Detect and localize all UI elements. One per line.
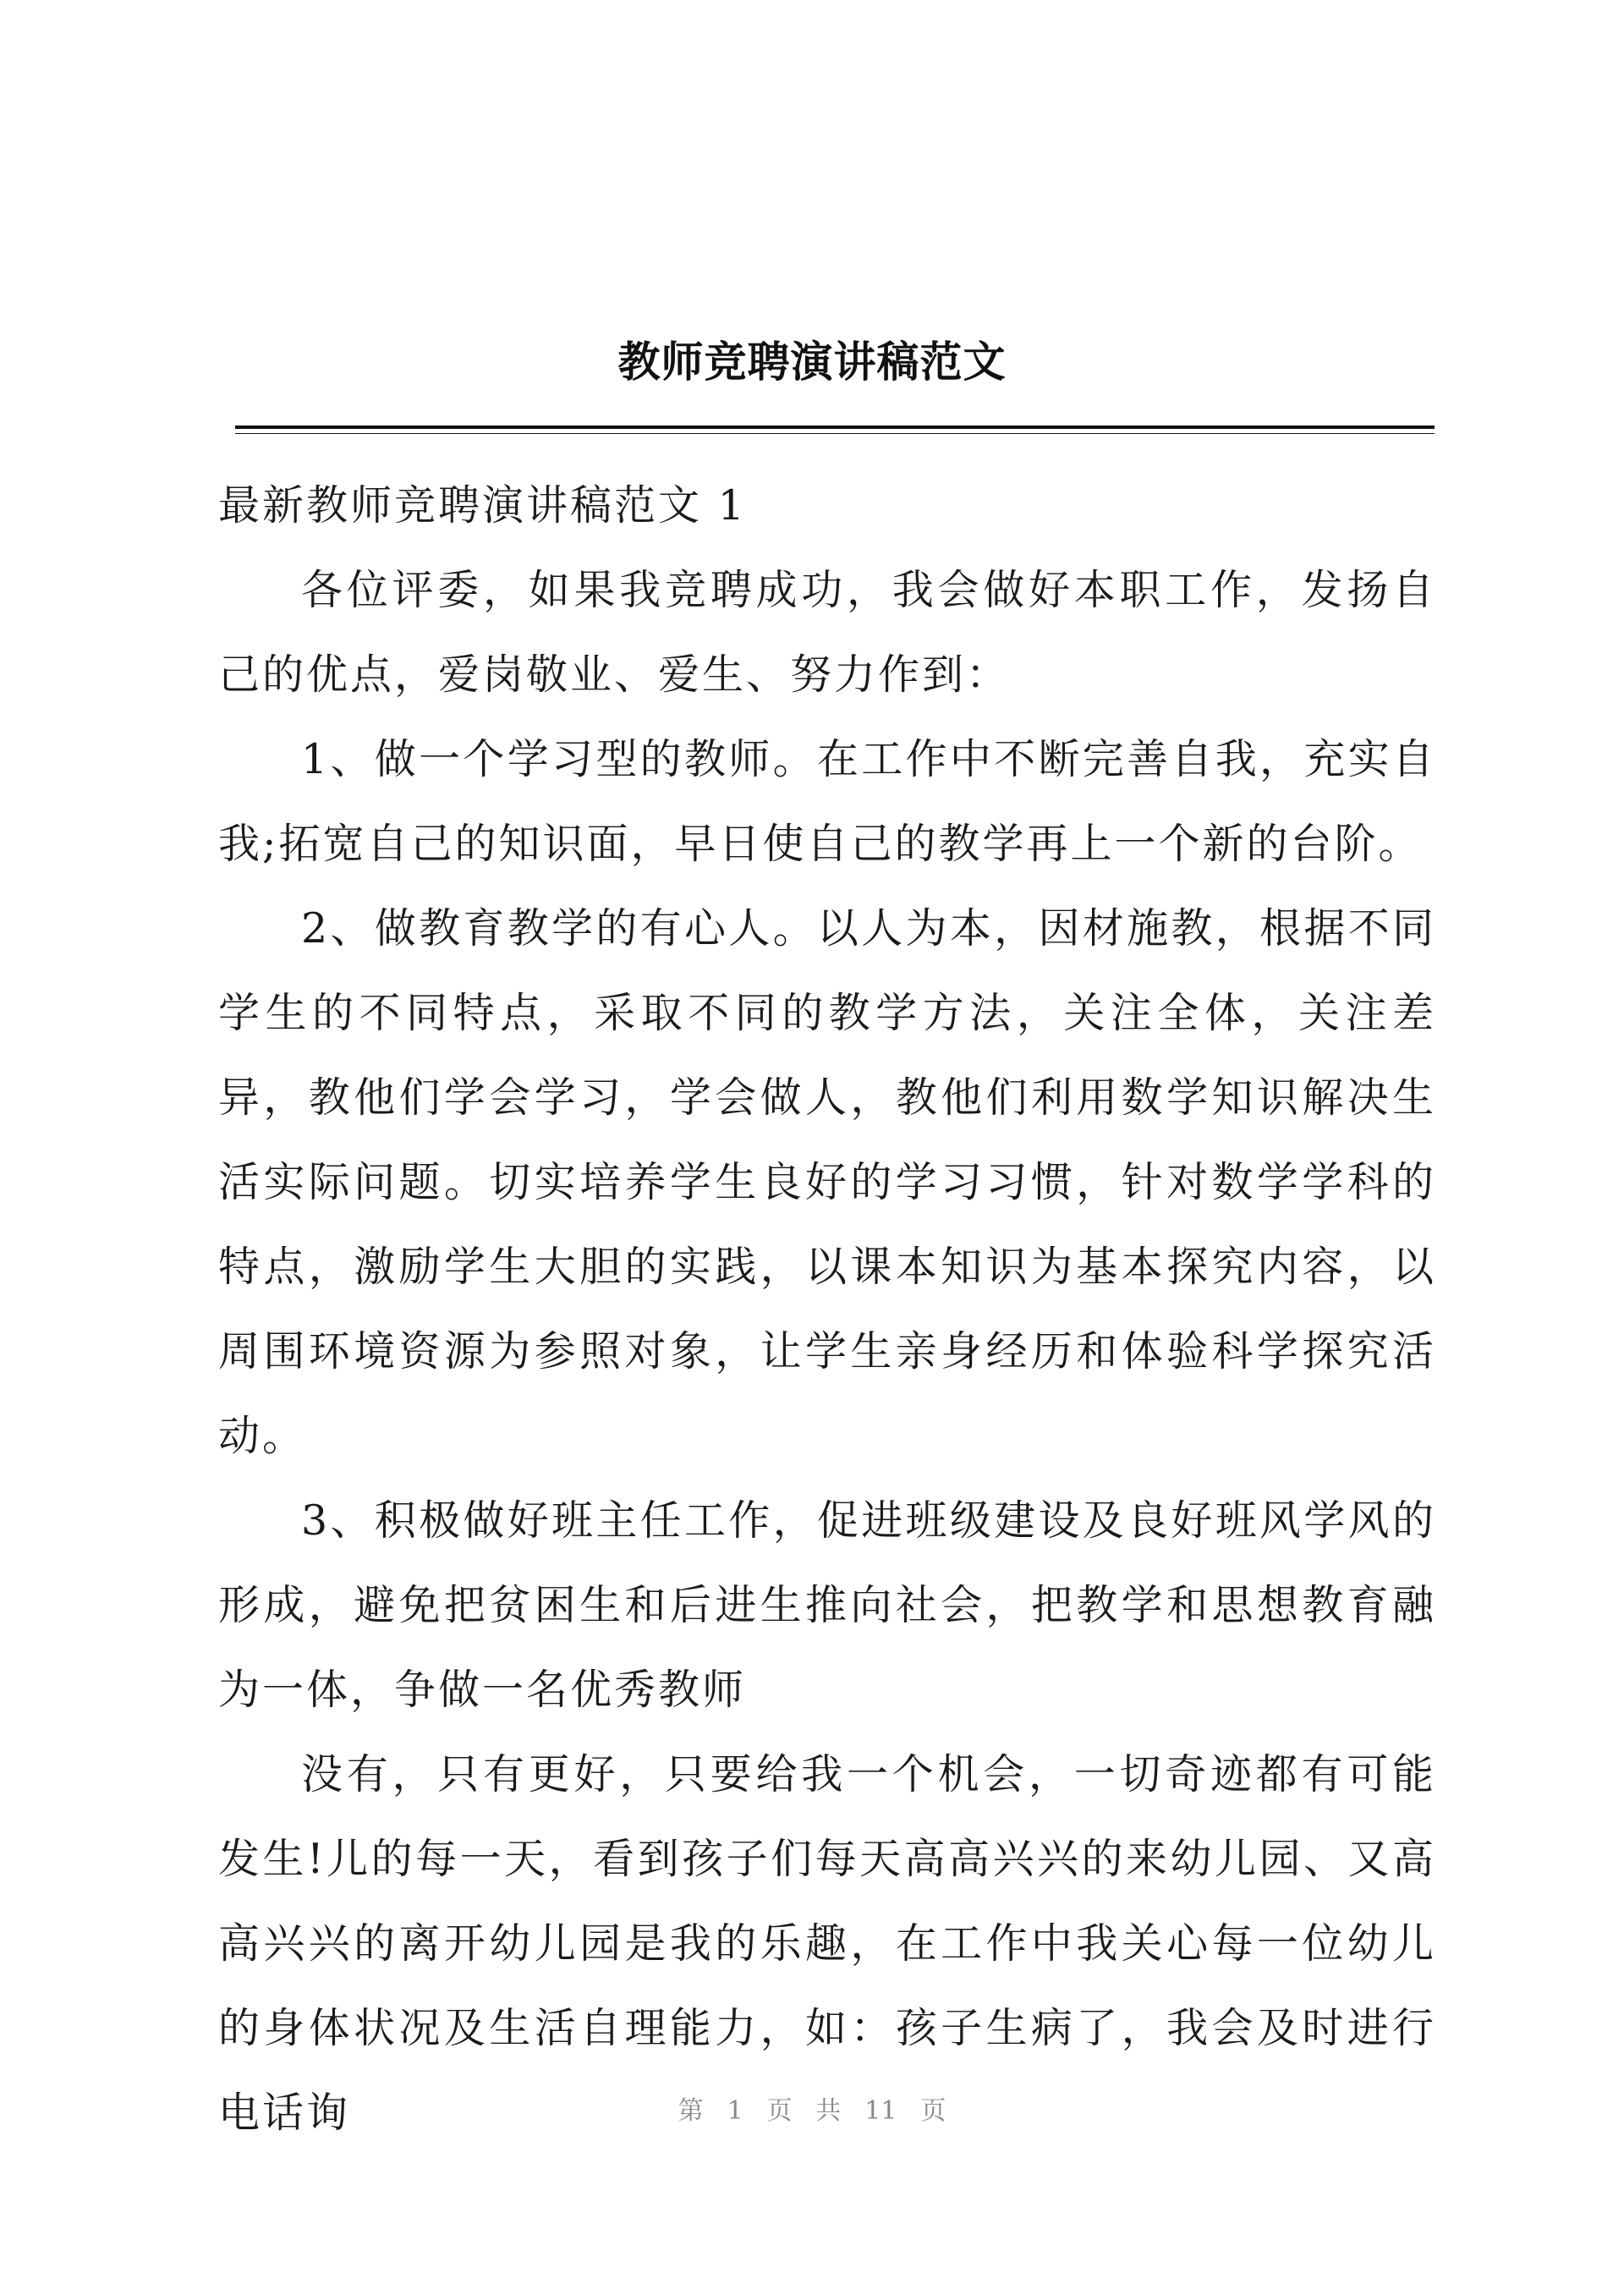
paragraph-point-1: 1、做一个学习型的教师。在工作中不断完善自我，充实自我;拓宽自己的知识面，早日使自己的教学再上一个新的台阶。 [218,735,1436,868]
paragraph-point-2: 2、做教育教学的有心人。以人为本，因材施教，根据不同学生的不同特点，采取不同的教学方法，关注全体，关注差异，教他们学会学习，学会做人，教他们利用数学知识解决生活实际问题。切实培养学生良好的学习习惯，针对数学学科的特点，激励学生大胆的实践，以课本知识为基本探究内容，以周围环境资源为参照对象，让学生亲身经历和体验科学探究活动。 [218,904,1436,1460]
page-footer [0,2089,1624,2127]
paragraph-closing: 没有，只有更好，只要给我一个机会，一切奇迹都有可能发生!儿的每一天，看到孩子们每天高高兴兴的来幼儿园、又高高兴兴的离开幼儿园是我的乐趣，在工作中我关心每一位幼儿的身体状况及生活自理能力，如：孩子生病了，我会及时进行电话询 [218,1750,1436,2137]
footer-total-pages: 11 [864,2096,897,2126]
paragraph-point-3: 3、积极做好班主任工作，促进班级建设及良好班风学风的形成，避免把贫困生和后进生推向社会，把教学和思想教育融为一体，争做一名优秀教师 [218,1496,1436,1714]
title-divider-thick [235,426,1435,429]
document-title: 教师竞聘演讲稿范文 [617,337,1007,387]
title-divider-thin [235,433,1435,434]
footer-mid: 页 共 [766,2096,842,2126]
footer-current-page: 1 [727,2096,743,2126]
section-heading: 最新教师竞聘演讲稿范文 1 [218,481,747,530]
footer-suffix: 页 [920,2096,946,2126]
document-body [218,464,1436,2155]
footer-prefix: 第 [678,2096,704,2126]
paragraph-intro: 各位评委，如果我竞聘成功，我会做好本职工作，发扬自己的优点，爱岗敬业、爱生、努力作到： [218,566,1436,699]
